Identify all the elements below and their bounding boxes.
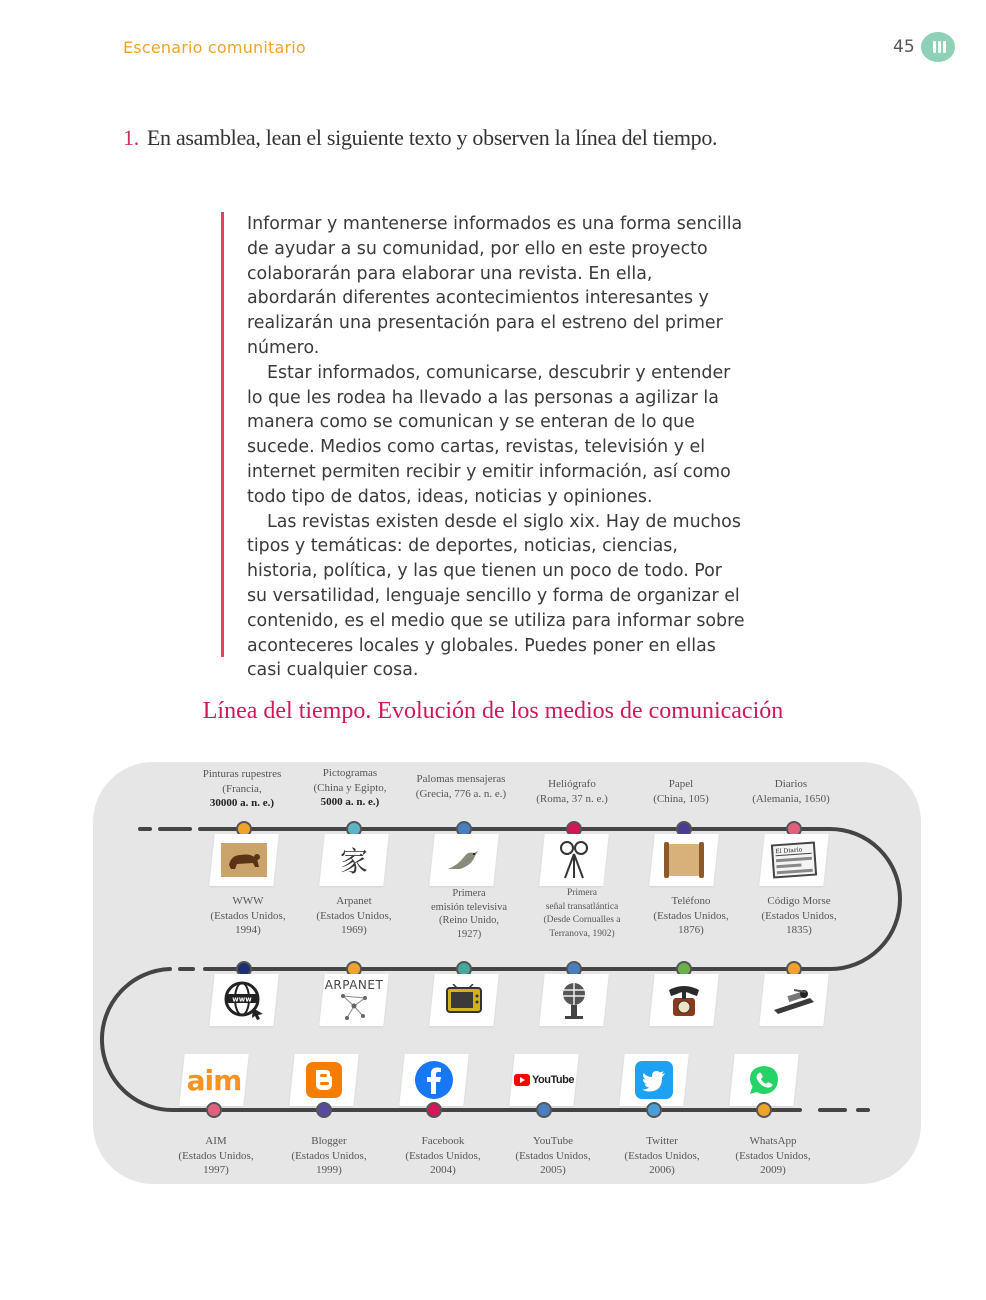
tl-label-telefono: Teléfono (Estados Unidos, 1876)	[653, 895, 729, 936]
card-heliografo	[539, 834, 608, 886]
tl-label-youtube: YouTube (Estados Unidos, 2005)	[515, 1135, 591, 1176]
tl-label-papel: Papel (China, 105)	[653, 778, 709, 805]
tl-label-palomas: Palomas mensajeras (Grecia, 776 a. n. e.)	[415, 773, 507, 800]
reading-paragraph-2: Estar informados, comunicarse, descubrir y entender lo que les rodea ha llevado a las personas a agilizar la manera como se comunican y se enteran de lo que sucede. Medios como cartas, revistas, televisión y el internet permiten recibir y emitir información, así como todo tipo de datos, ideas, noticias y opiniones.	[247, 362, 731, 507]
timeline-dot	[756, 1102, 772, 1118]
timeline-title: Línea del tiempo. Evolución de los medios de comunicación	[202, 698, 784, 724]
reading-paragraph-1: Informar y mantenerse informados es una forma sencilla de ayudar a su comunidad, por ello en este proyecto colaborarán para elaborar una revista. En ella, abordarán diferentes acontecimientos interesantes y realizarán una presentación para el estreno del primer número.	[247, 214, 743, 358]
tl-label-arpanet: Arpanet (Estados Unidos, 1969)	[316, 895, 392, 936]
arpanet-network-icon: ARPANET	[322, 974, 386, 1026]
tl-label-morse: Código Morse (Estados Unidos, 1835)	[761, 895, 837, 936]
card-facebook	[399, 1054, 468, 1106]
section-title: Escenario comunitario	[123, 38, 306, 57]
newspaper-icon	[762, 834, 826, 886]
card-transatlantica	[539, 974, 608, 1026]
timeline-dot	[206, 1102, 222, 1118]
facebook-logo-icon	[402, 1054, 466, 1106]
twitter-logo-icon	[622, 1054, 686, 1106]
tl-label-blogger: Blogger (Estados Unidos, 1999)	[291, 1135, 367, 1176]
scroll-icon	[652, 834, 716, 886]
card-twitter	[619, 1054, 688, 1106]
www-globe-icon	[212, 974, 276, 1026]
newspaper-title: El Diario	[775, 846, 811, 856]
tl-label-www: WWW (Estados Unidos, 1994)	[210, 895, 286, 936]
card-blogger	[289, 1054, 358, 1106]
pigeon-icon	[432, 834, 496, 886]
tl-label-whatsapp: WhatsApp (Estados Unidos, 2009)	[735, 1135, 811, 1176]
television-icon	[432, 974, 496, 1026]
telephone-icon	[652, 974, 716, 1026]
instruction-text: En asamblea, lean el siguiente texto y observen la línea del tiempo.	[146, 125, 718, 150]
card-palomas	[429, 834, 498, 886]
radio-tower-icon	[542, 974, 606, 1026]
tl-label-diarios: Diarios (Alemania, 1650)	[752, 778, 830, 805]
heliograph-icon	[542, 834, 606, 886]
tl-label-heliografo: Heliógrafo (Roma, 37 n. e.)	[536, 778, 608, 805]
card-morse	[759, 974, 828, 1026]
timeline-dot	[426, 1102, 442, 1118]
blogger-logo-icon	[292, 1054, 356, 1106]
aim-logo-icon: aim	[186, 1063, 242, 1097]
youtube-logo-icon: YouTube	[512, 1054, 576, 1106]
card-aim	[179, 1054, 248, 1106]
card-telefono	[649, 974, 718, 1026]
tl-label-pinturas: Pinturas rupestres (Francia, 30000 a. n. e.)	[202, 768, 282, 809]
card-arpanet	[319, 974, 388, 1026]
card-pinturas	[209, 834, 278, 886]
tl-label-aim: AIM (Estados Unidos, 1997)	[178, 1135, 254, 1176]
timeline-dot	[646, 1102, 662, 1118]
card-www	[209, 974, 278, 1026]
timeline-dot	[536, 1102, 552, 1118]
tl-label-facebook: Facebook (Estados Unidos, 2004)	[405, 1135, 481, 1176]
card-youtube	[509, 1054, 578, 1106]
instruction-number: 1.	[123, 125, 139, 150]
tl-label-tv: Primera emisión televisiva (Reino Unido, 1927)	[430, 888, 508, 940]
reading-paragraph-3: Las revistas existen desde el siglo xix. Hay de muchos tipos y temáticas: de deportes, noticias, ciencias, historia, política, y las que tienen un poco de todo. Por su versatilidad, lenguaje sencillo y forma de organizar el contenido, es el medio que se utiliza para informar sobre aconteceres locales y globales. Puedes poner en ellas casi cualquier cosa.	[247, 511, 745, 681]
card-tv	[429, 974, 498, 1026]
cave-painting-icon	[212, 834, 276, 886]
tl-label-pictogramas: Pictogramas (China y Egipto, 5000 a. n. e.)	[313, 767, 387, 808]
tl-label-transatlantica: Primera señal transatlántica (Desde Cornualles a Terranova, 1902)	[543, 888, 621, 939]
card-diarios	[759, 834, 828, 886]
page-number: 45	[893, 37, 915, 57]
card-papel	[649, 834, 718, 886]
card-whatsapp	[729, 1054, 798, 1106]
tl-label-twitter: Twitter (Estados Unidos, 2006)	[624, 1135, 700, 1176]
whatsapp-logo-icon	[732, 1054, 796, 1106]
timeline-dot	[316, 1102, 332, 1118]
card-pictogramas	[319, 834, 388, 886]
pictogram-icon: 家	[339, 845, 368, 878]
svg-text:www: www	[232, 995, 252, 1004]
telegraph-icon	[762, 974, 826, 1026]
